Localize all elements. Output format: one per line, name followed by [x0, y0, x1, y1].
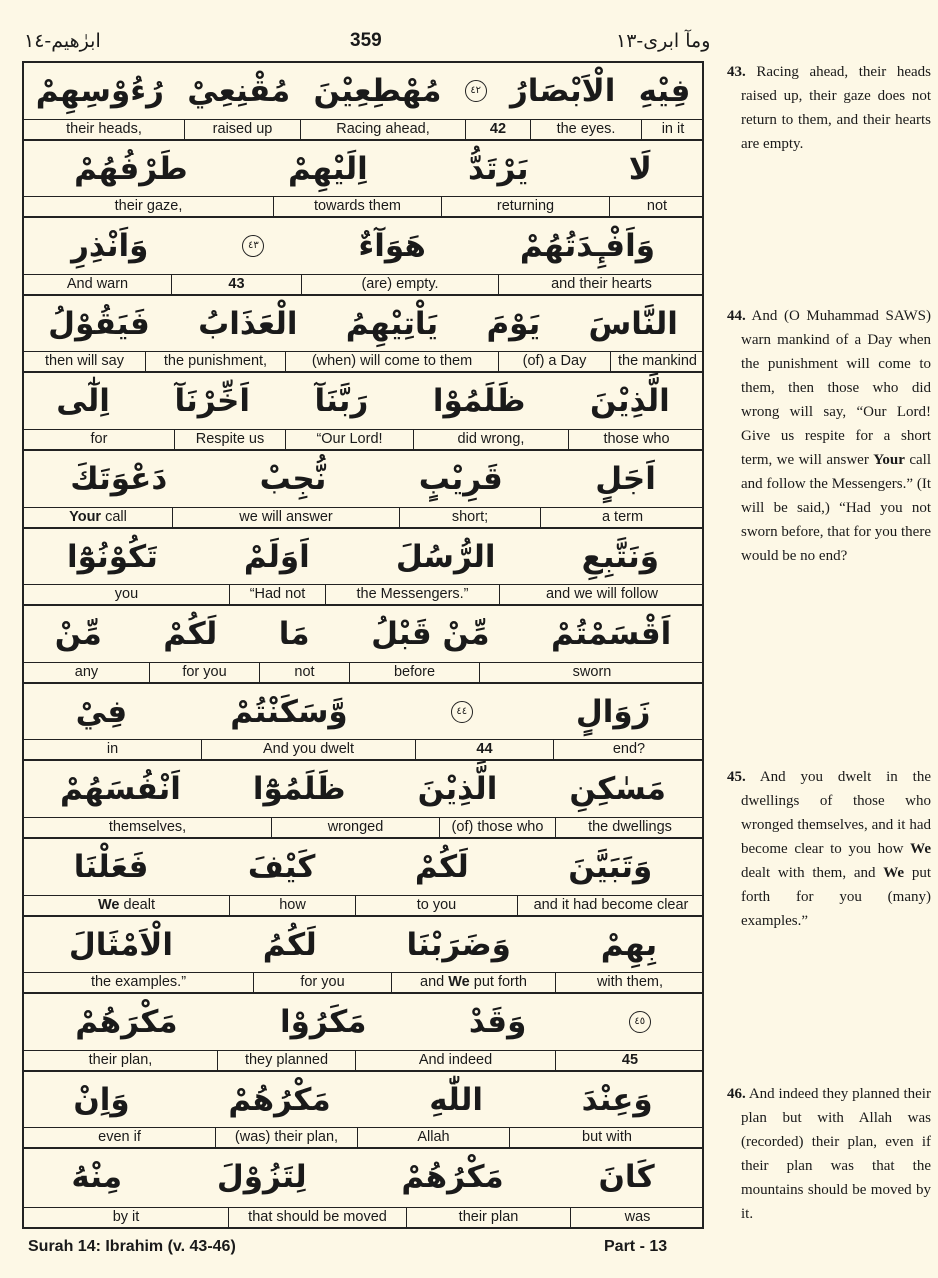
verse-row: [24, 1149, 702, 1227]
verse-row: [24, 63, 702, 141]
arabic-word: اَقْسَمْتُمْ: [551, 616, 672, 653]
arabic-word: وَعِنْدَ: [581, 1081, 653, 1118]
english-gloss: to you: [356, 896, 518, 915]
arabic-word: اَخِّرْنَآ: [174, 383, 250, 420]
arabic-line: [24, 994, 702, 1050]
english-gloss-line: [24, 351, 702, 371]
english-gloss: that should be moved: [229, 1208, 407, 1227]
english-gloss: the examples.”: [24, 973, 254, 992]
arabic-word: طَرْفُهُمْ: [74, 150, 188, 187]
arabic-word: مِّنْ قَبْلُ: [371, 616, 490, 653]
english-gloss: for: [24, 430, 175, 449]
verse-row: [24, 994, 702, 1072]
arabic-line: [24, 917, 702, 973]
verse-row: [24, 684, 702, 762]
commentary-45-number: 45.: [727, 769, 746, 785]
english-gloss: 43: [172, 275, 302, 294]
arabic-line: [24, 761, 702, 817]
english-gloss: raised up: [185, 120, 301, 139]
english-gloss: a term: [601, 508, 644, 525]
commentary-45-text-a: And you dwelt in the dwellings of those who wronged themselves, and it had become clear to you how: [741, 769, 931, 857]
english-gloss-line: [24, 429, 702, 449]
english-gloss: towards them: [274, 197, 442, 216]
arabic-word: رُءُوْسِهِمْ: [35, 73, 164, 109]
english-gloss: not: [646, 198, 668, 215]
english-gloss: the punishment,: [146, 352, 286, 371]
arabic-line: [24, 684, 702, 740]
verse-row: [24, 529, 702, 607]
arabic-word: لَكُمْ: [414, 848, 469, 885]
english-gloss: sworn: [572, 663, 612, 680]
english-gloss: short;: [400, 508, 541, 527]
arabic-word: اَنْفُسَهُمْ: [60, 771, 181, 808]
english-gloss: (are) empty.: [302, 275, 499, 294]
arabic-word: اِلٰٓى: [56, 383, 110, 420]
english-gloss: but with: [582, 1129, 632, 1146]
arabic-word: قَرِيْبٍ: [418, 460, 503, 497]
english-gloss: And warn: [24, 275, 172, 294]
arabic-word: وَّسَكَنْتُمْ: [230, 693, 348, 730]
english-gloss: returning: [442, 197, 610, 216]
verse-number-marker: ٤٢: [465, 80, 487, 102]
english-gloss: the eyes.: [531, 120, 642, 139]
arabic-word: ظَلَمُوْٓا: [252, 771, 346, 808]
english-gloss: did wrong,: [414, 430, 569, 449]
arabic-word: وَضَرَبْنَا: [406, 926, 511, 963]
english-gloss: and we will follow: [545, 586, 659, 603]
arabic-word: لِتَزُوْلَ: [216, 1159, 307, 1196]
english-gloss: Racing ahead,: [301, 120, 466, 139]
english-gloss: their heads,: [24, 120, 185, 139]
verse-row: [24, 761, 702, 839]
arabic-word: يَوْمَ: [486, 305, 541, 342]
verse-row: [24, 373, 702, 451]
verse-row: [24, 141, 702, 219]
arabic-word: اِلَيْهِمْ: [288, 150, 368, 187]
commentary-43-number: 43.: [727, 64, 746, 80]
english-gloss: their plan: [407, 1208, 571, 1227]
english-gloss: (of) those who: [440, 818, 556, 837]
english-gloss: not: [260, 663, 350, 682]
arabic-word: مِّنْ: [54, 616, 102, 653]
arabic-line: [24, 1149, 702, 1205]
arabic-word: الَّذِيْنَ: [590, 383, 670, 420]
arabic-word: مَكْرَهُمْ: [75, 1004, 178, 1041]
english-gloss: for you: [254, 973, 392, 992]
english-gloss: Your call: [24, 508, 173, 527]
arabic-word: لَكُمُ: [262, 926, 317, 963]
english-gloss: before: [350, 663, 480, 682]
arabic-word: كَيْفَ: [247, 848, 316, 885]
arabic-word: الَّذِيْنَ: [417, 771, 498, 808]
english-gloss: how: [230, 896, 356, 915]
arabic-word: لَا: [628, 150, 652, 187]
commentary-44-number: 44.: [727, 308, 746, 324]
arabic-word: الْعَذَابُ: [198, 305, 298, 342]
english-gloss: you: [24, 585, 230, 604]
english-gloss: by it: [24, 1208, 229, 1227]
commentary-46-number: 46.: [727, 1086, 746, 1102]
english-gloss: And indeed: [356, 1051, 556, 1070]
header-surah-name: ابرٰھیم-١٤: [24, 30, 101, 52]
commentary-45-text-c: put forth for you (many) examples.”: [741, 865, 931, 929]
arabic-word: الْاَمْثَالَ: [68, 926, 174, 963]
english-gloss: 44: [416, 740, 554, 759]
english-gloss-line: [24, 817, 702, 837]
arabic-word: فَيَقُوْلُ: [48, 305, 150, 342]
arabic-word: وَتَبَيَّنَ: [568, 848, 653, 885]
english-gloss: even if: [24, 1128, 216, 1147]
english-gloss-line: [24, 1207, 702, 1227]
arabic-word: وَاَفْـِٕدَتُهُمْ: [519, 228, 655, 265]
english-gloss: (when) will come to them: [286, 352, 499, 371]
english-gloss: 42: [466, 120, 531, 139]
arabic-word: الْاَبْصَارُ: [509, 73, 616, 109]
arabic-word: مُهْطِعِيْنَ: [313, 73, 442, 109]
arabic-word: بِهِمْ: [600, 926, 658, 963]
footer-surah-reference: Surah 14: Ibrahim (v. 43-46): [28, 1238, 236, 1255]
arabic-word: اَوَلَمْ: [243, 538, 310, 575]
arabic-line: [24, 218, 702, 274]
arabic-word: النَّاسَ: [588, 305, 678, 342]
commentary-verse-45: [727, 765, 931, 933]
verse-row: [24, 296, 702, 374]
arabic-line: [24, 451, 702, 507]
english-gloss: (of) a Day: [499, 352, 611, 371]
english-gloss-line: [24, 972, 702, 992]
english-gloss: themselves,: [24, 818, 272, 837]
english-gloss: then will say: [24, 352, 146, 371]
word-by-word-grid: [22, 61, 704, 1229]
commentary-44-bold: Your: [873, 452, 905, 468]
english-gloss-line: [24, 1127, 702, 1147]
verse-number-marker: ٤٤: [451, 701, 473, 723]
commentary-45-bold-1: We: [910, 841, 931, 857]
commentary-verse-46: [727, 1082, 931, 1226]
arabic-word: وَقَدْ: [468, 1004, 527, 1041]
english-gloss: the mankind: [618, 353, 697, 370]
header-part-name: ومآ ابری-١٣: [616, 30, 711, 52]
arabic-word: الرُّسُلَ: [395, 538, 496, 575]
english-gloss-line: [24, 1050, 702, 1070]
arabic-word: مِنْهُ: [71, 1159, 123, 1196]
english-gloss: (was) their plan,: [216, 1128, 358, 1147]
verse-row: [24, 839, 702, 917]
english-gloss: “Had not: [230, 585, 326, 604]
arabic-word: لَكُمْ: [163, 616, 218, 653]
verse-row: [24, 451, 702, 529]
english-gloss: and We put forth: [392, 973, 556, 992]
verse-row: [24, 1072, 702, 1150]
english-gloss: We dealt: [24, 896, 230, 915]
arabic-word: يَاْتِيْهِمُ: [345, 305, 439, 342]
english-gloss: wronged: [272, 818, 440, 837]
arabic-line: [24, 373, 702, 429]
arabic-word: مَكَرُوْا: [280, 1004, 367, 1041]
arabic-line: [24, 529, 702, 585]
commentary-verse-44: [727, 304, 931, 568]
verse-row: [24, 917, 702, 995]
arabic-line: [24, 1072, 702, 1128]
arabic-word: فِيْهِ: [638, 73, 691, 109]
arabic-word: وَنَتَّبِعِ: [581, 538, 659, 575]
english-gloss-line: [24, 196, 702, 216]
commentary-44-text-a: And (O Muhammad SAWS) warn mankind of a Day when the punishment will come to them, then those who did wrong will say, “Our Lord! Give us respite for a short term, we will answer: [741, 308, 931, 468]
arabic-word: يَرْتَدُّ: [468, 150, 529, 187]
english-gloss: And you dwelt: [202, 740, 416, 759]
arabic-word: مَكْرُهُمْ: [228, 1081, 331, 1118]
footer-part: Part - 13: [604, 1238, 668, 1255]
english-gloss-line: [24, 739, 702, 759]
english-gloss: their plan,: [24, 1051, 218, 1070]
arabic-line: [24, 606, 702, 662]
arabic-word: ظَلَمُوْا: [432, 383, 526, 420]
english-gloss: “Our Lord!: [286, 430, 414, 449]
verse-number-marker: ٤٣: [242, 235, 264, 257]
verse-row: [24, 606, 702, 684]
english-gloss: any: [24, 663, 150, 682]
english-gloss: Allah: [358, 1128, 510, 1147]
english-gloss: in: [24, 740, 202, 759]
arabic-line: [24, 141, 702, 197]
arabic-word: مَكْرُهُمْ: [401, 1159, 504, 1196]
arabic-word: كَانَ: [598, 1159, 655, 1196]
arabic-word: رَبَّنَآ: [314, 383, 369, 420]
english-gloss: was: [624, 1208, 651, 1225]
arabic-line: [24, 839, 702, 895]
arabic-word: هَوَآءٌ: [358, 228, 426, 265]
arabic-word: مُقْنِعِيْ: [187, 73, 291, 109]
arabic-word: وَاِنْ: [73, 1081, 130, 1118]
english-gloss-line: [24, 584, 702, 604]
commentary-44-text-b: call and follow the Messengers.” (It will be said,) “Had you not sworn before, that for you there would be no end?: [741, 452, 931, 564]
english-gloss: the dwellings: [588, 818, 672, 835]
english-gloss: they planned: [218, 1051, 356, 1070]
verse-number-marker: ٤٥: [629, 1011, 651, 1033]
english-gloss-line: [24, 662, 702, 682]
english-gloss: and their hearts: [551, 275, 652, 292]
english-gloss-line: [24, 895, 702, 915]
english-gloss: for you: [150, 663, 260, 682]
english-gloss: 45: [621, 1051, 639, 1068]
english-gloss: their gaze,: [24, 197, 274, 216]
english-gloss: and it had become clear: [533, 896, 689, 913]
arabic-word: زَوَالٍ: [575, 693, 651, 730]
arabic-word: نُّجِبْ: [259, 460, 327, 497]
arabic-word: دَعْوَتَكَ: [70, 460, 168, 497]
commentary-45-bold-2: We: [883, 865, 905, 881]
english-gloss-line: [24, 274, 702, 294]
arabic-word: فَعَلْنَا: [73, 848, 149, 885]
english-gloss: in it: [661, 120, 685, 137]
arabic-line: [24, 63, 702, 119]
english-gloss: we will answer: [173, 508, 400, 527]
english-gloss: end?: [612, 741, 646, 758]
english-gloss: with them,: [596, 974, 664, 991]
page-number: 359: [350, 30, 382, 51]
arabic-word: فِيْ: [75, 693, 128, 730]
arabic-word: اللّٰهِ: [429, 1081, 484, 1118]
arabic-line: [24, 296, 702, 352]
commentary-43-text: Racing ahead, their heads raised up, their gaze does not return to them, and their hearts are empty.: [741, 64, 932, 152]
arabic-word: اَجَلٍ: [595, 460, 656, 497]
commentary-45-text-b: dealt with them, and: [741, 865, 884, 881]
arabic-word: وَاَنْذِرِ: [71, 228, 149, 265]
arabic-word: مَا: [278, 616, 310, 653]
commentary-46-text: And indeed they planned their plan but with Allah was (recorded) their plan, even if their plan was that the mountains should be moved by it.: [741, 1086, 931, 1222]
verse-row: [24, 218, 702, 296]
english-gloss: Respite us: [175, 430, 286, 449]
english-gloss-line: [24, 119, 702, 139]
english-gloss-line: [24, 507, 702, 527]
english-gloss: the Messengers.”: [326, 585, 500, 604]
english-gloss: those who: [603, 430, 670, 447]
commentary-verse-43: [727, 60, 931, 156]
arabic-word: مَسٰكِنِ: [569, 771, 666, 808]
arabic-word: تَكُوْنُوْٓا: [67, 538, 158, 575]
